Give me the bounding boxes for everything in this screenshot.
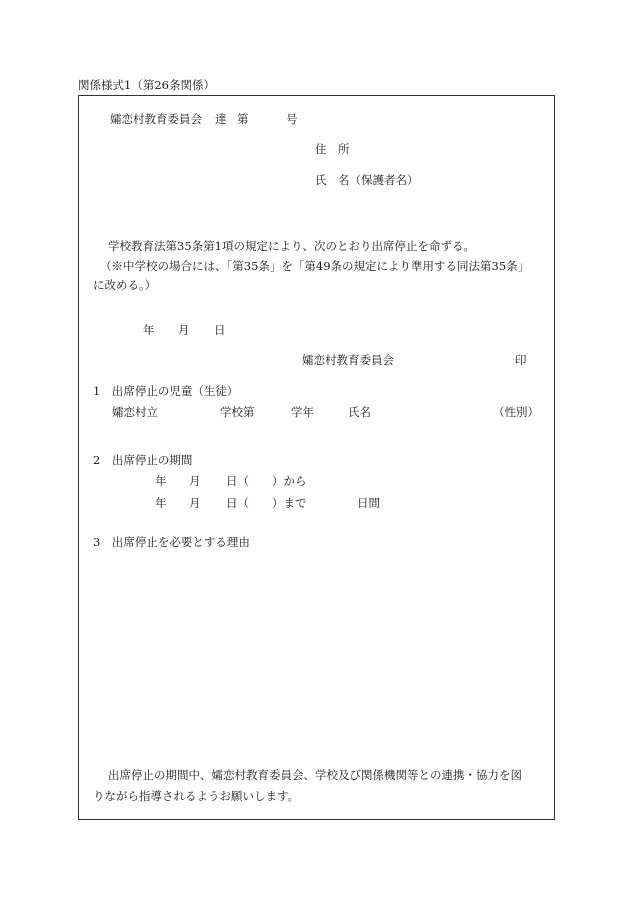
form-label: 関係様式1（第26条関係）: [78, 78, 215, 92]
date-day: 日: [214, 323, 226, 337]
student-village: 孀恋村立: [112, 405, 158, 419]
date-year: 年: [143, 323, 155, 337]
guardian-name-label: 氏 名（保護者名）: [315, 173, 419, 187]
student-name: 氏名: [348, 405, 371, 419]
period-from-month: 月: [189, 474, 201, 488]
period-from-day: 日（ ）から: [226, 474, 307, 488]
body-line-2: （※中学校の場合には、「第35条」を「第49条の規定により準用する同法第35条」: [100, 259, 530, 273]
student-gender: （性別）: [493, 405, 539, 419]
address-label: 住 所: [315, 142, 350, 156]
section1-heading: 1 出席停止の児童（生徒）: [93, 384, 239, 398]
body-line-3: に改める。）: [93, 278, 157, 292]
period-from-year: 年: [155, 474, 167, 488]
section3-heading: 3 出席停止を必要とする理由: [93, 535, 250, 549]
signature-issuer: 孀恋村教育委員会: [302, 353, 394, 367]
student-school: 学校第: [220, 405, 255, 419]
period-to-day: 日（ ）まで: [226, 496, 307, 510]
period-to-year: 年: [155, 496, 167, 510]
date-month: 月: [178, 323, 190, 337]
student-grade: 学年: [291, 405, 314, 419]
number-suffix: 号: [286, 112, 298, 126]
closing-line-2: りながら指導されるようお願いします。: [93, 789, 300, 803]
body-line-1: 学校教育法第35条第1項の規定により、次のとおり出席停止を命ずる。: [108, 239, 475, 253]
issuer-header: 孀恋村教育委員会: [110, 112, 202, 126]
period-to-month: 月: [189, 496, 201, 510]
period-days: 日間: [357, 496, 380, 510]
seal-mark: 印: [515, 353, 527, 367]
tatsu-label: 達: [215, 112, 227, 126]
section2-heading: 2 出席停止の期間: [93, 453, 193, 467]
closing-line-1: 出席停止の期間中、孀恋村教育委員会、学校及び関係機関等との連携・協力を図: [108, 768, 522, 782]
number-prefix: 第: [237, 112, 249, 126]
